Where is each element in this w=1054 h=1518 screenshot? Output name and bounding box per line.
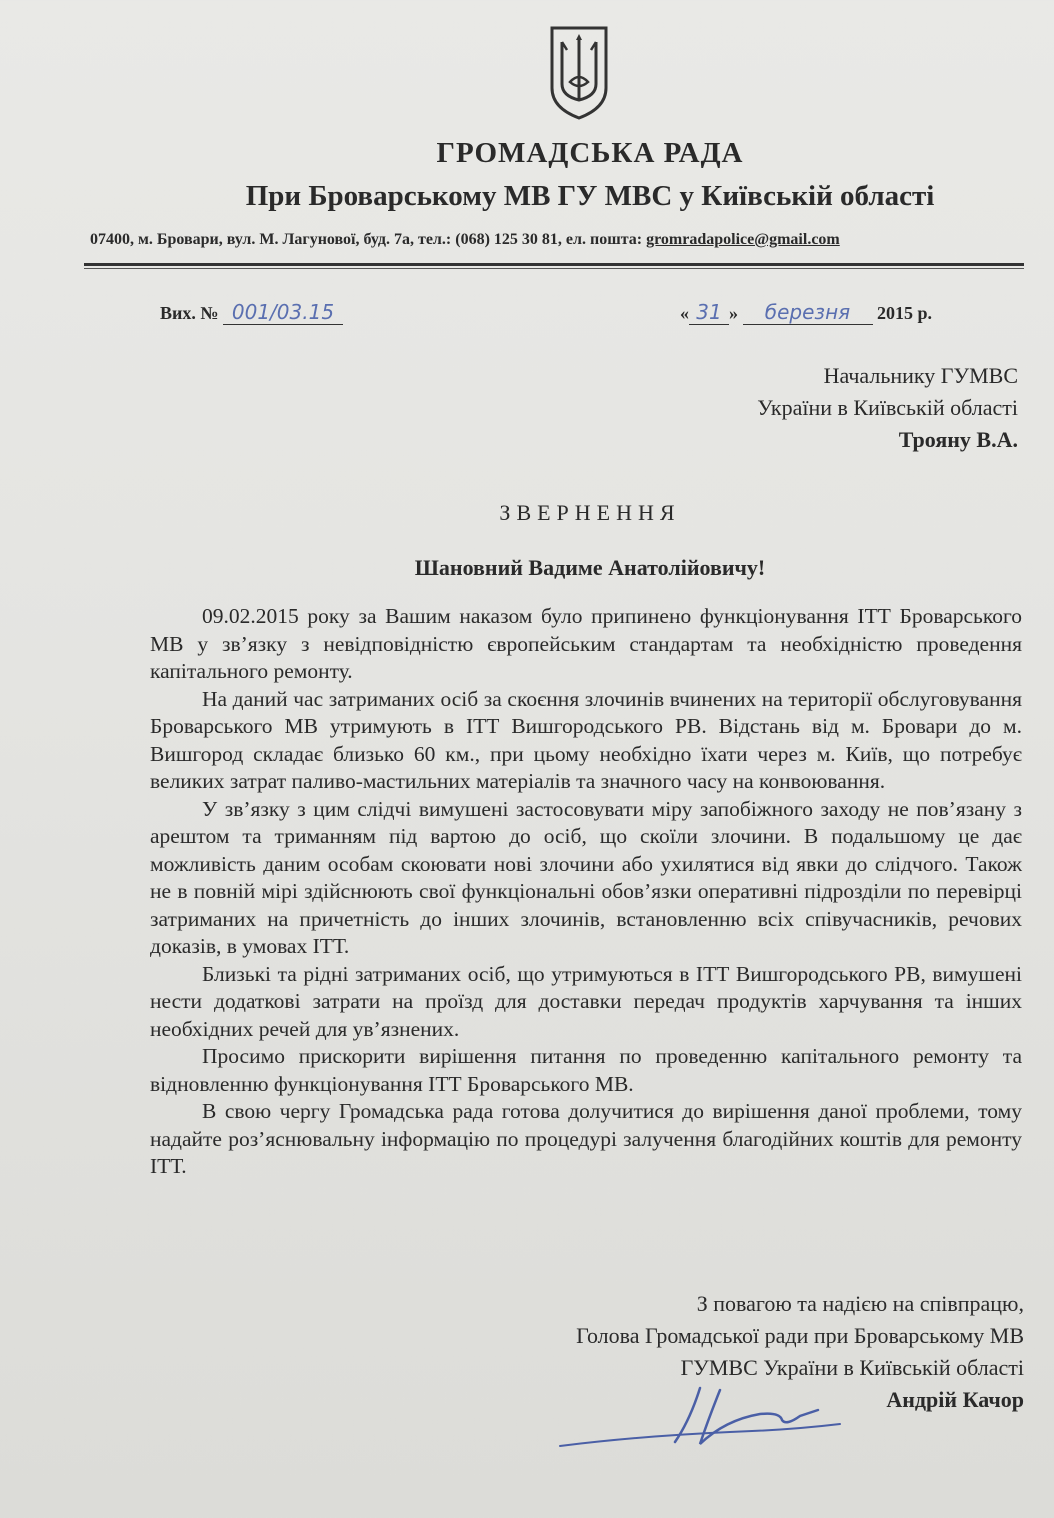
- contact-line: [90, 231, 1020, 249]
- paragraph: Просимо прискорити вирішення питання по проведенню капітального ремонту та відновленню функціонування ІТТ Броварського МВ.: [150, 1044, 1022, 1096]
- organization-title: ГРОМАДСЬКА РАДА: [436, 137, 744, 169]
- paragraph: У зв’язку з цим слідчі вимушені застосовувати міру запобіжного заходу не пов’язану з арештом та триманням під вартою до осіб, що скоїли злочини. В подальшому це дає можливість даним особам скоювати нові злочини або ухилятися від явки до слідчого. Також не в повній мірі здійснюють свої функціональні обов’язки оперативні підрозділи по перевірці затриманих на причетність до інших злочинів, встановленню всіх співучасників, речових доказів, в умовах ІТТ.: [150, 796, 1022, 958]
- postal-address: 07400, м. Бровари, вул. М. Лагунової, буд. 7а, тел.: (068) 125 30 81, ел. пошта:: [90, 231, 647, 248]
- header-rule: [84, 263, 1024, 266]
- document-title: ЗВЕРНЕННЯ: [499, 500, 681, 525]
- date-month: березня: [743, 300, 873, 325]
- outgoing-number-label: Вих. №: [160, 303, 219, 323]
- paragraph: 09.02.2015 року за Вашим наказом було припинено функціонування ІТТ Броварського МВ у зв’язку з невідповідністю європейським стандартам та необхідністю проведення капітального ремонту.: [150, 604, 1022, 683]
- closing-line-3: ГУМВС України в Київській області: [680, 1355, 1024, 1380]
- addressee-line-1: Начальнику ГУМВС: [823, 363, 1018, 388]
- addressee-name: Трояну В.А.: [898, 427, 1018, 452]
- paragraph: Близькі та рідні затриманих осіб, що утримуються в ІТТ Вишгородського РВ, вимушені нести додаткові затрати на проїзд для доставки передач продуктів харчування та інших необхідних речей для ув’язнених.: [150, 961, 1022, 1041]
- organization-subtitle: При Броварському МВ ГУ МВС у Київській області: [245, 180, 935, 212]
- signer-name: Андрій Качор: [886, 1387, 1024, 1412]
- addressee-line-2: України в Київській області: [757, 395, 1018, 420]
- greeting: Шановний Вадиме Анатолійовичу!: [414, 555, 766, 580]
- date-open-quote: «: [680, 303, 689, 323]
- header-rule-thin: [84, 268, 1024, 269]
- date-year: 2015 р.: [877, 303, 933, 323]
- letter-body: [150, 603, 1022, 1181]
- paragraph: В свою чергу Громадська рада готова долучитися до вирішення даної проблеми, тому надайте роз’яснювальну інформацію по процедурі залучення благодійних коштів для ремонту ІТТ.: [150, 1099, 1022, 1178]
- paragraph: На даний час затриманих осіб за скоєння злочинів вчинених на території обслуговування Броварського МВ утримують в ІТТ Вишгородського РВ. Відстань від м. Бровари до м. Вишгород складає близько 60 км., при цьому необхідно їхати через м. Київ, що потребує великих затрат паливо-мастильних матеріалів та значного часу на конвоювання.: [150, 686, 1022, 793]
- signature-icon: [550, 1380, 850, 1460]
- trident-emblem-icon: [548, 24, 610, 120]
- outgoing-number-value: 001/03.15: [223, 300, 343, 325]
- email-link[interactable]: gromradapolice@gmail.com: [646, 231, 840, 248]
- closing-line-1: З повагою та надією на співпрацю,: [696, 1291, 1024, 1316]
- addressee-block: [757, 360, 1018, 456]
- date-day: 31: [689, 300, 729, 325]
- closing-line-2: Голова Громадської ради при Броварському МВ: [576, 1323, 1024, 1348]
- date-close-quote: »: [729, 303, 738, 323]
- outgoing-number: [160, 300, 343, 325]
- document-date: [680, 300, 932, 325]
